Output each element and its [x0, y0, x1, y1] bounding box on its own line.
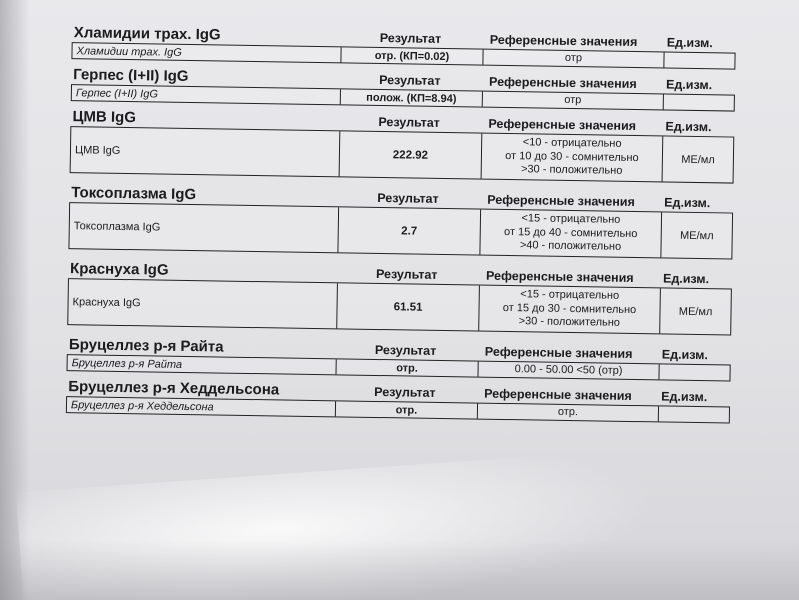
- col-ref-header: Референсные значения: [487, 192, 635, 210]
- test-result: 222.92: [340, 131, 482, 178]
- test-name: ЦМВ IgG: [71, 127, 341, 176]
- col-result-header: Результат: [375, 266, 438, 282]
- test-reference: <15 - отрицательно от 15 до 30 - сомнительно >30 - положительно: [479, 286, 661, 334]
- section-title: Хламидии трах. IgG: [73, 24, 221, 44]
- col-result-header: Результат: [377, 190, 439, 206]
- col-ref-header: Референсные значения: [484, 344, 633, 362]
- test-reference: отр: [483, 50, 665, 68]
- test-name: Бруцеллез р-я Райта: [68, 355, 337, 374]
- section-title: Бруцеллез р-я Райта: [68, 336, 224, 356]
- section-rubella: [57, 258, 738, 336]
- test-unit: МЕ/мл: [679, 229, 714, 242]
- col-ref-header: Референсные значения: [485, 268, 634, 286]
- section-title: Токсоплазма IgG: [71, 184, 197, 204]
- col-result-header: Результат: [374, 342, 437, 358]
- col-unit-header: Ед.изм.: [661, 389, 708, 405]
- col-ref-header: Референсные значения: [489, 32, 638, 50]
- test-result: отр. (КП=0.02): [342, 47, 484, 64]
- test-reference: <15 - отрицательно от 15 до 40 - сомнительно >40 - положительно: [480, 210, 662, 258]
- section-cmv: [60, 106, 741, 184]
- section-toxoplasma: [58, 182, 739, 260]
- col-result-header: Результат: [378, 114, 440, 130]
- lab-results-form: [56, 22, 742, 424]
- test-result: отр.: [336, 401, 478, 418]
- test-reference: 0.00 - 50.00 <50 (отр): [478, 362, 660, 380]
- test-unit: МЕ/мл: [678, 305, 713, 318]
- col-result-header: Результат: [379, 30, 442, 46]
- col-result-header: Результат: [379, 72, 441, 88]
- col-unit-header: Ед.изм.: [665, 77, 713, 93]
- test-name: Краснуха IgG: [68, 279, 338, 328]
- section-title: Герпес (I+II) IgG: [73, 66, 189, 85]
- test-unit: МЕ/мл: [681, 153, 715, 166]
- test-result: полож. (КП=8.94): [341, 89, 483, 106]
- section-title: Краснуха IgG: [69, 260, 169, 279]
- section-title: ЦМВ IgG: [72, 108, 137, 127]
- test-unit: [665, 52, 735, 68]
- bottom-shadow: [0, 540, 799, 600]
- test-unit: [664, 94, 734, 110]
- col-ref-header: Референсные значения: [488, 116, 637, 134]
- col-unit-header: Ед.изм.: [662, 271, 710, 287]
- test-unit: [660, 364, 730, 380]
- col-ref-header: Референсные значения: [484, 386, 632, 403]
- col-unit-header: Ед.изм.: [664, 195, 711, 211]
- col-unit-header: Ед.изм.: [661, 347, 709, 363]
- test-result: отр.: [337, 359, 479, 376]
- section-title: Бруцеллез р-я Хеддельсона: [68, 378, 280, 399]
- col-result-header: Результат: [374, 384, 436, 400]
- col-ref-header: Референсные значения: [489, 74, 637, 92]
- test-name: Герпес (I+II) IgG: [72, 85, 341, 104]
- test-result: 61.51: [337, 283, 479, 330]
- test-reference: <10 - отрицательно от 10 до 30 - сомнительно >30 - положительно: [481, 134, 663, 182]
- test-name: Хламидии трах. IgG: [72, 43, 341, 62]
- test-result: 2.7: [339, 207, 481, 254]
- col-unit-header: Ед.изм.: [666, 35, 713, 51]
- test-name: Токсоплазма IgG: [69, 203, 339, 252]
- test-name: Бруцеллез р-я Хеддельсона: [67, 397, 336, 416]
- test-reference: отр.: [478, 404, 660, 422]
- col-unit-header: Ед.изм.: [665, 119, 712, 135]
- test-reference: отр: [482, 92, 664, 110]
- test-unit: [659, 406, 729, 422]
